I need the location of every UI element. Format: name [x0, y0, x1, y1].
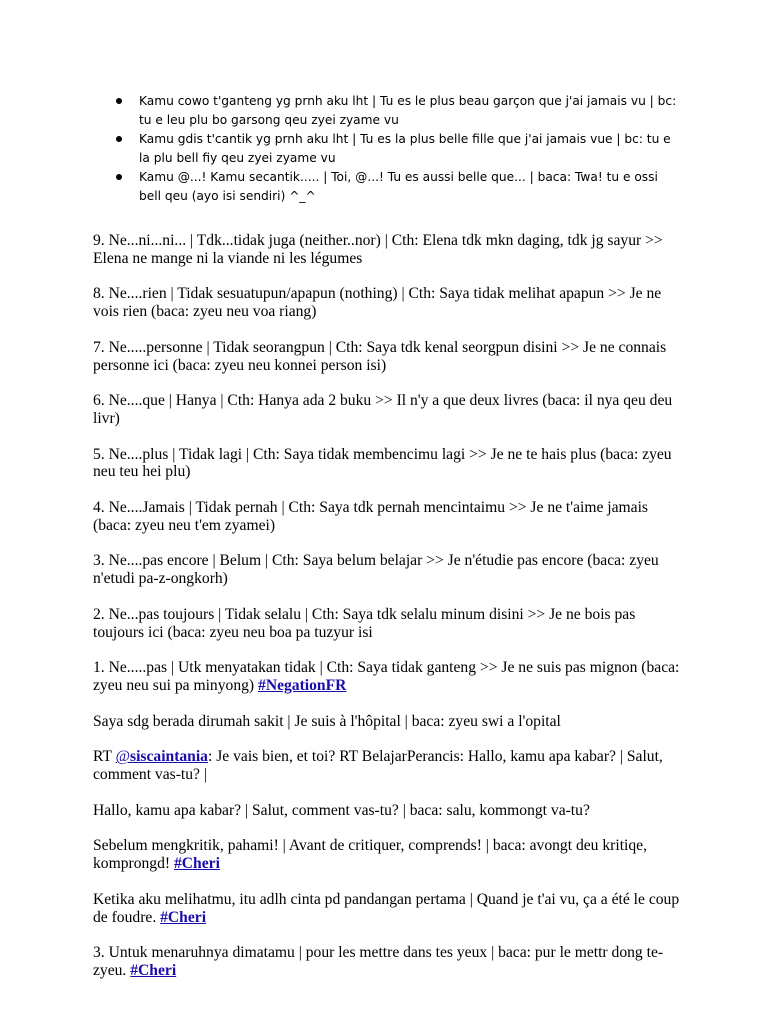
mention-at: @	[115, 748, 130, 766]
paragraph: 2. Ne...pas toujours | Tidak selalu | Cth: Saya tdk selalu minum disini >> Je ne bois pas toujours ici (baca: zyeu neu boa pa tuzyur isi	[93, 605, 636, 641]
mention-username: siscaintania	[130, 748, 208, 766]
paragraph-list	[93, 232, 685, 998]
paragraph-text: 1. Ne.....pas | Utk menyatakan tidak | Cth: Saya tidak ganteng >> Je ne suis pas mignon (baca: zyeu neu sui pa minyong)	[93, 659, 680, 694]
paragraph-text: Sebelum mengkritik, pahami! | Avant de critiquer, comprends! | baca: avongt deu kritiqe, komprongd!	[93, 837, 647, 873]
paragraph: 5. Ne....plus | Tidak lagi | Cth: Saya tidak membencimu lagi >> Je ne te hais plus (baca: zyeu neu teu hei plu)	[93, 445, 672, 481]
paragraph	[93, 659, 685, 694]
bullet-item: Kamu cowo t'ganteng yg prnh aku lht | Tu es le plus beau garçon que j'ai jamais vu | bc: tu e leu plu bo garsong qeu zyei zyame vu	[112, 92, 682, 129]
hashtag-link[interactable]: #NegationFR	[258, 676, 347, 694]
paragraph: 8. Ne....rien | Tidak sesuatupun/apapun (nothing) | Cth: Saya tidak melihat apapun >> Je ne vois rien (baca: zyeu neu voa riang)	[93, 285, 662, 321]
paragraph: 9. Ne...ni...ni... | Tdk...tidak juga (neither..nor) | Cth: Elena tdk mkn daging, tdk jg sayur >> Elena ne mange ni la viande ni les légumes	[93, 232, 663, 267]
hashtag-link[interactable]: #Cheri	[160, 908, 207, 926]
paragraph: 7. Ne.....personne | Tidak seorangpun | Cth: Saya tdk kenal seorgpun disini >> Je ne connais personne ici (baca: zyeu neu konnei person isi)	[93, 338, 667, 374]
paragraph	[93, 837, 685, 872]
bullet-item: Kamu gdis t'cantik yg prnh aku lht | Tu es la plus belle fille que j'ai jamais vue | bc: tu e la plu bell fiy qeu zyei zyame vu	[112, 130, 682, 167]
bullet-list	[112, 92, 682, 206]
paragraph	[93, 891, 685, 926]
paragraph: 3. Ne....pas encore | Belum | Cth: Saya belum belajar >> Je n'étudie pas encore (baca: zyeu n'etudi pa-z-ongkorh)	[93, 552, 659, 588]
paragraph-text: Ketika aku melihatmu, itu adlh cinta pd pandangan pertama | Quand je t'ai vu, ça a été le coup de foudre.	[93, 890, 680, 926]
hashtag-link[interactable]: #Cheri	[130, 961, 177, 979]
paragraph: 4. Ne....Jamais | Tidak pernah | Cth: Saya tdk pernah mencintaimu >> Je ne t'aime jamais (baca: zyeu neu t'em zyamei)	[93, 499, 648, 534]
hashtag-link[interactable]: #Cheri	[174, 855, 220, 873]
paragraph: Saya sdg berada dirumah sakit | Je suis à l'hôpital | baca: zyeu swi a l'opital	[93, 712, 561, 730]
paragraph: Hallo, kamu apa kabar? | Salut, comment vas-tu? | baca: salu, kommongt va-tu?	[93, 801, 590, 819]
paragraph	[93, 944, 685, 979]
retweet-prefix: RT	[93, 748, 112, 766]
paragraph: 6. Ne....que | Hanya | Cth: Hanya ada 2 buku >> Il n'y a que deux livres (baca: il nya qeu deu livr)	[93, 392, 673, 427]
paragraph-text: : Je vais bien, et toi? RT BelajarPerancis: Hallo, kamu apa kabar? | Salut, comment vas-tu? |	[93, 748, 663, 784]
bullet-item: Kamu @...! Kamu secantik..... | Toi, @...! Tu es aussi belle que... | baca: Twa! tu e ossi bell qeu (ayo isi sendiri) ^_^	[112, 168, 682, 205]
paragraph-text: 3. Untuk menaruhnya dimatamu | pour les mettre dans tes yeux | baca: pur le mettr dong te-zyeu.	[93, 944, 664, 979]
paragraph	[93, 748, 685, 783]
mention-link[interactable]	[116, 748, 208, 765]
